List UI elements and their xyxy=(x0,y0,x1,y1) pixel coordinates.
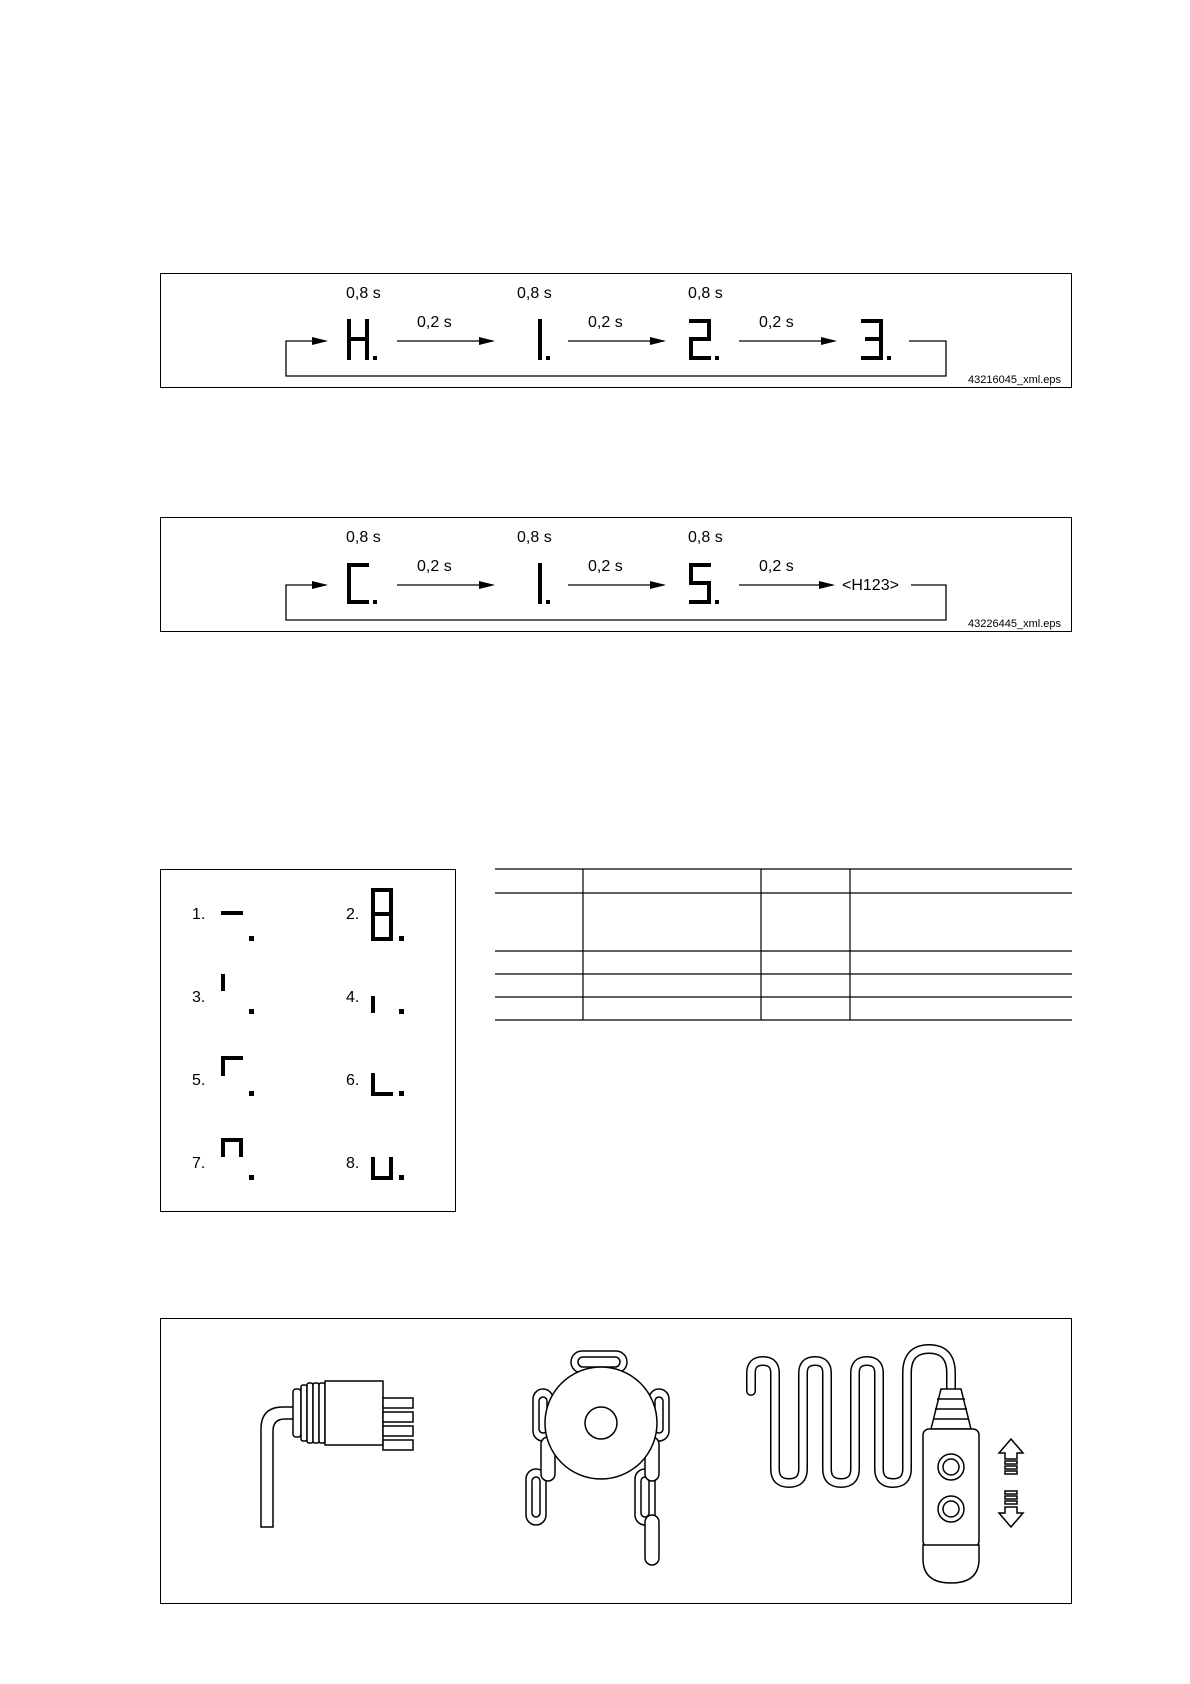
symbol-number: 7. xyxy=(192,1155,206,1172)
seven-segment-digit-2 xyxy=(689,319,719,360)
sequence-diagram-2 xyxy=(161,518,1073,633)
empty-table xyxy=(495,869,1072,1021)
symbol-number: 2. xyxy=(346,906,360,923)
display-sequence-figure-1 xyxy=(160,273,1072,388)
symbol-upper-left-bar xyxy=(221,974,254,1014)
transition-label: 0,2 s xyxy=(588,314,623,331)
duration-label: 0,8 s xyxy=(688,285,723,302)
display-symbols-figure xyxy=(160,869,456,1212)
seven-segment-digit-5 xyxy=(689,563,719,604)
symbol-lower-left-bar xyxy=(371,996,404,1014)
symbol-r xyxy=(221,1056,254,1096)
duration-label: 0,8 s xyxy=(346,529,381,546)
table-grid xyxy=(495,869,1072,1021)
sequence-diagram-1 xyxy=(161,274,1073,389)
transition-label: 0,2 s xyxy=(417,558,452,575)
transition-label: 0,2 s xyxy=(417,314,452,331)
transition-label: 0,2 s xyxy=(759,558,794,575)
duration-label: 0,8 s xyxy=(688,529,723,546)
transition-arrow xyxy=(568,581,666,589)
symbol-u xyxy=(371,1157,404,1180)
figure-filename: 43226445_xml.eps xyxy=(968,618,1061,630)
duration-label: 0,8 s xyxy=(346,285,381,302)
transition-arrow xyxy=(568,337,666,345)
seven-segment-digit-3 xyxy=(861,319,891,360)
symbol-number: 5. xyxy=(192,1072,206,1089)
seven-segment-digit-1 xyxy=(538,319,550,360)
symbol-number: 3. xyxy=(192,989,206,1006)
transition-arrow xyxy=(739,581,835,589)
symbol-dash xyxy=(221,911,254,941)
transition-arrow xyxy=(739,337,837,345)
seven-segment-digit-h xyxy=(347,319,377,360)
symbol-eight xyxy=(371,888,404,941)
hardware-icons-figure xyxy=(160,1318,1072,1604)
symbol-number: 6. xyxy=(346,1072,360,1089)
transition-label: 0,2 s xyxy=(588,558,623,575)
display-sequence-figure-2 xyxy=(160,517,1072,632)
chain-wheel-icon xyxy=(526,1351,669,1565)
seven-segment-digit-c xyxy=(347,563,377,604)
end-code-label: <H123> xyxy=(842,577,899,594)
transition-label: 0,2 s xyxy=(759,314,794,331)
symbol-l xyxy=(371,1073,404,1096)
display-symbols-grid xyxy=(161,870,457,1213)
transition-arrow xyxy=(397,581,495,589)
hardware-icons xyxy=(161,1319,1073,1605)
seven-segment-digit-1 xyxy=(538,563,550,604)
figure-filename: 43216045_xml.eps xyxy=(968,374,1061,386)
symbol-number: 1. xyxy=(192,906,206,923)
loop-back-arrow xyxy=(286,337,946,376)
pendant-control-icon xyxy=(751,1349,1023,1583)
duration-label: 0,8 s xyxy=(517,529,552,546)
symbol-n xyxy=(221,1138,254,1180)
connector-plug-icon xyxy=(261,1381,413,1527)
symbol-number: 8. xyxy=(346,1155,360,1172)
duration-label: 0,8 s xyxy=(517,285,552,302)
transition-arrow xyxy=(397,337,495,345)
symbol-number: 4. xyxy=(346,989,360,1006)
